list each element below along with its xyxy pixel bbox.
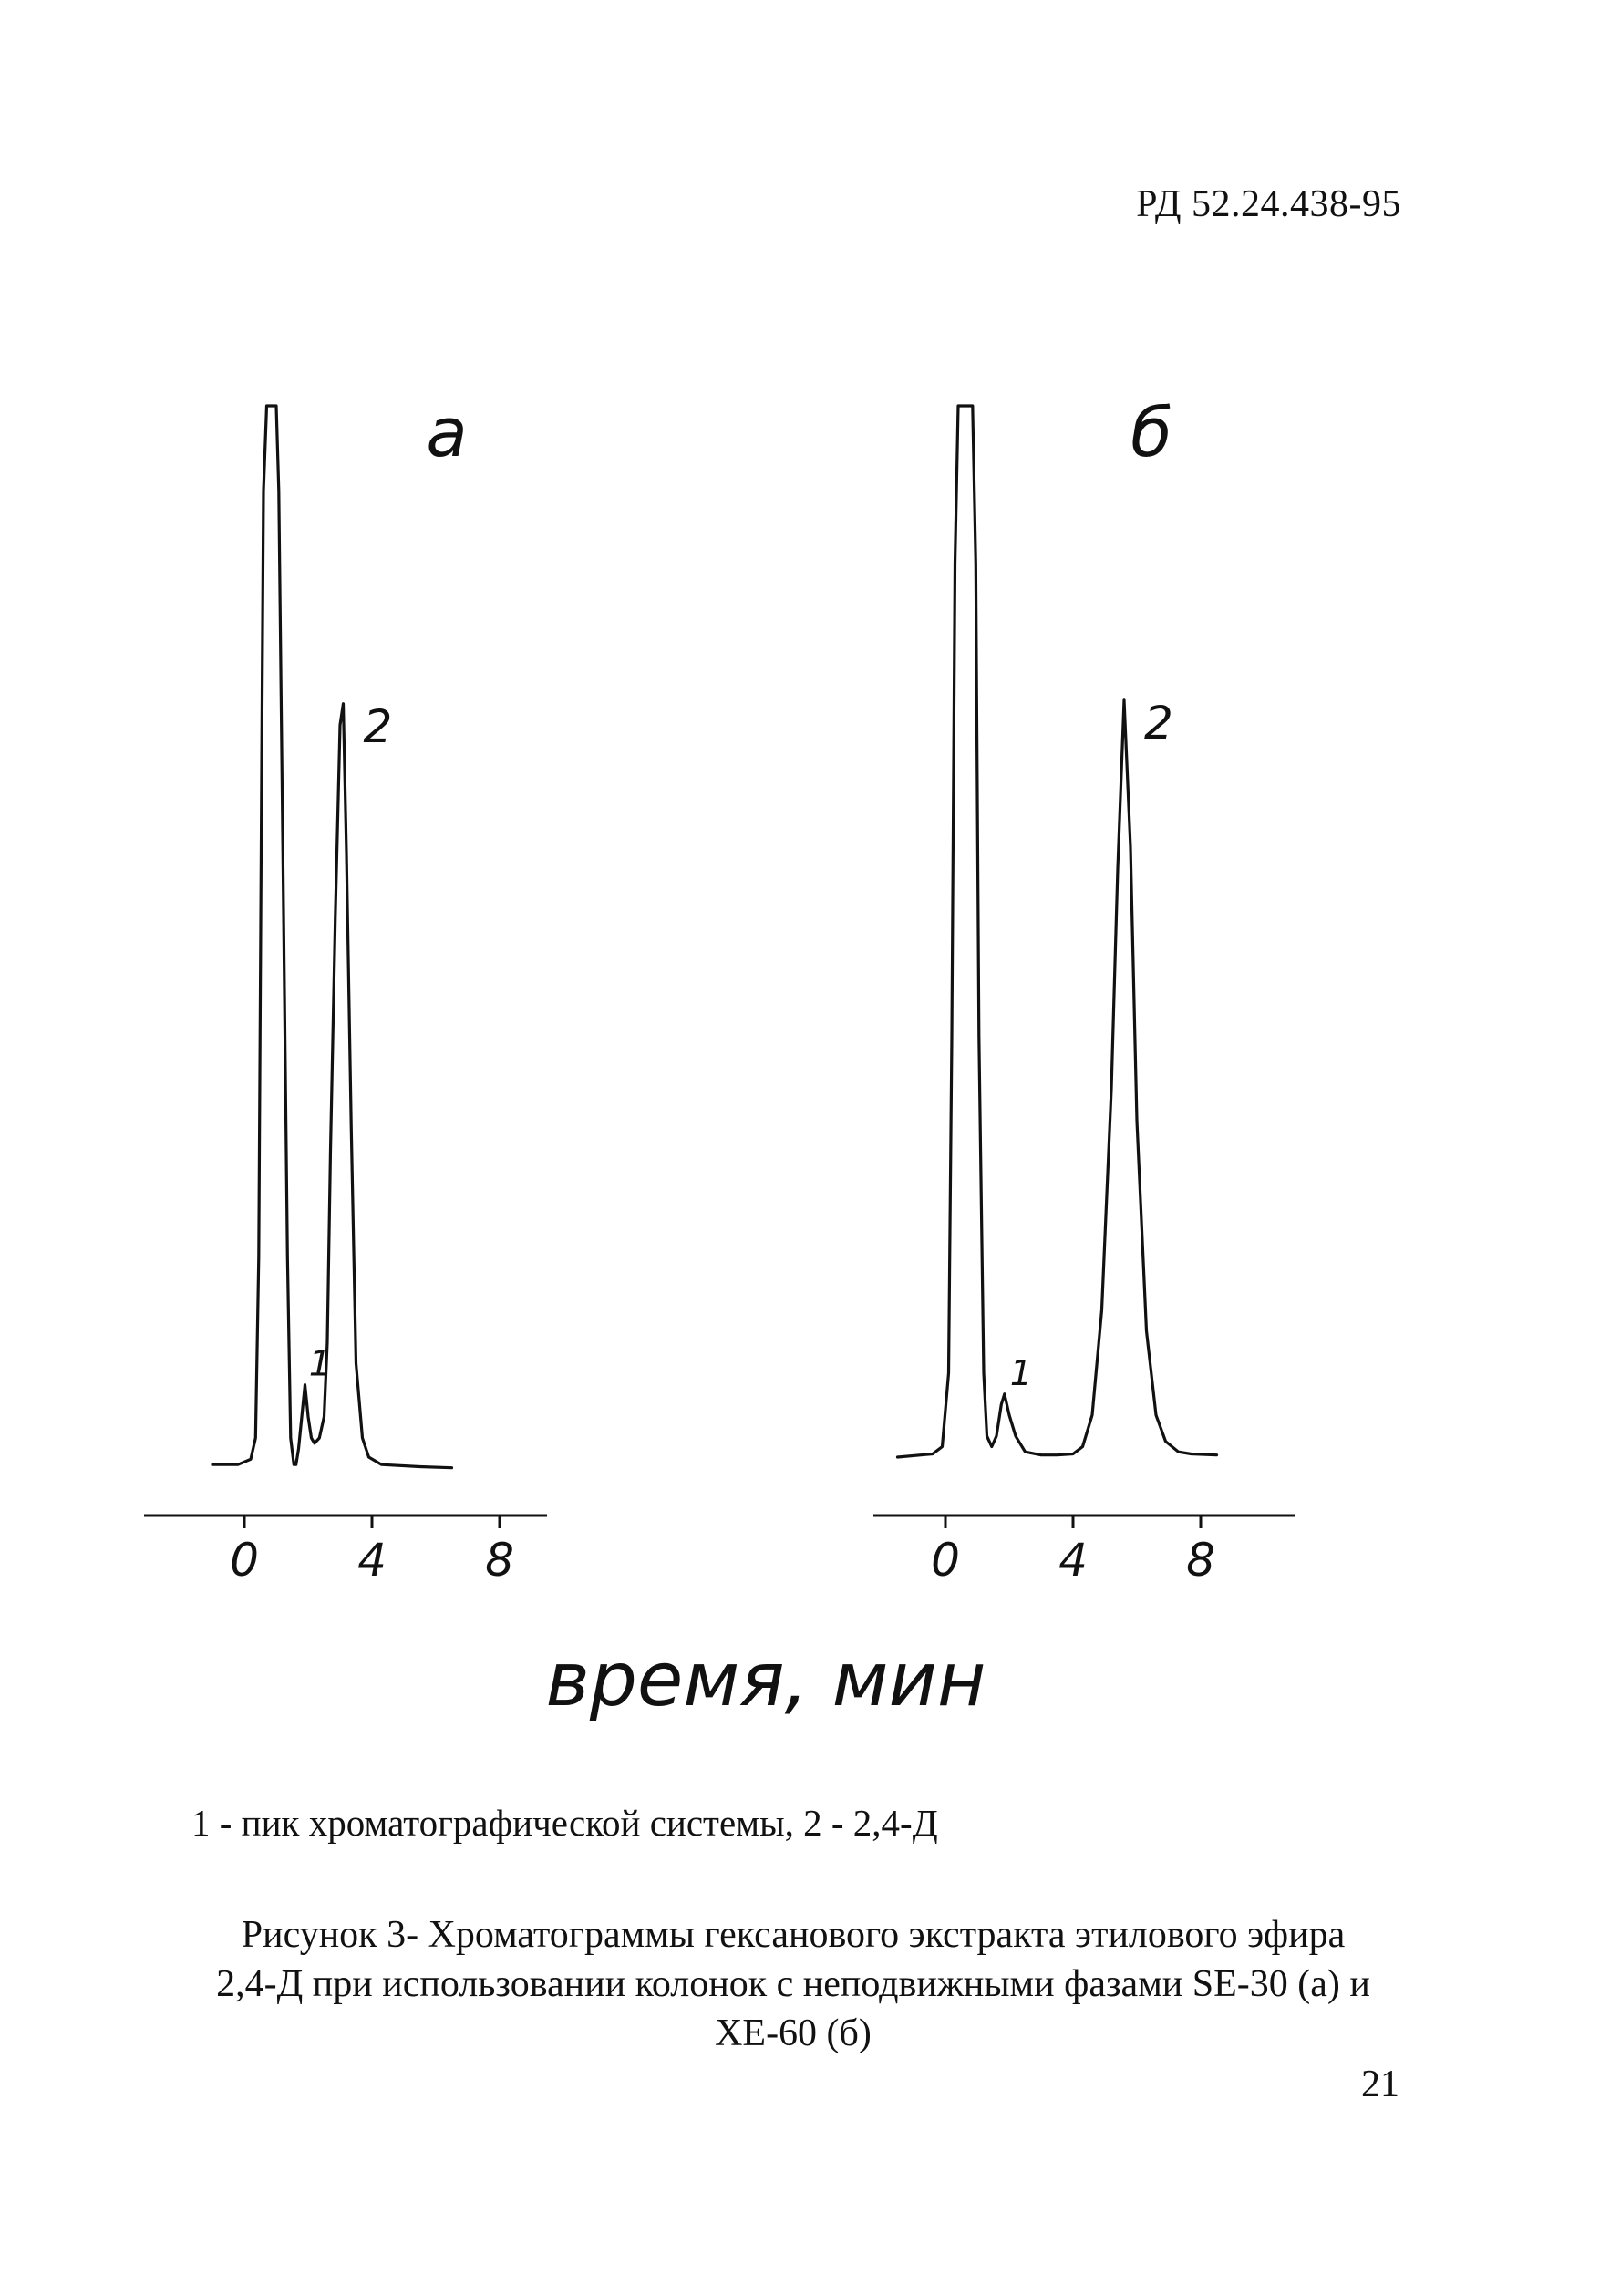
- x-axis-title: время, мин: [545, 1637, 986, 1723]
- peak-label: 1: [1009, 1352, 1032, 1393]
- x-tick-label: 4: [1058, 1534, 1088, 1587]
- figure-caption: [82, 1910, 1504, 2058]
- peak-label: 1: [308, 1343, 331, 1384]
- peak-label: 2: [363, 699, 393, 753]
- peak-label: 2: [1144, 696, 1173, 750]
- panel-label: а: [426, 394, 468, 472]
- chromatogram-trace: [898, 406, 1217, 1457]
- x-tick-label: 8: [485, 1534, 514, 1587]
- x-tick-label: 4: [357, 1534, 387, 1587]
- panel-label: б: [1130, 394, 1172, 472]
- chromatogram-panel-b: [873, 394, 1295, 1587]
- caption-line: Рисунок 3- Хроматограммы гексанового экстракта этилового эфира: [241, 1914, 1346, 1956]
- chromatogram-panel-a: [144, 394, 547, 1587]
- peak-legend: 1 - пик хроматографической системы, 2 - 2,4-Д: [191, 1802, 938, 1844]
- x-tick-label: 8: [1186, 1534, 1215, 1587]
- caption-line: 2,4-Д при использовании колонок с неподвижными фазами SE-30 (а) и: [216, 1963, 1370, 2005]
- x-tick-label: 0: [230, 1534, 259, 1587]
- page-number: 21: [1361, 2063, 1399, 2105]
- caption-line: XE-60 (б): [715, 2012, 872, 2054]
- x-tick-label: 0: [931, 1534, 960, 1587]
- chromatogram-trace: [212, 406, 452, 1468]
- document-code: РД 52.24.438-95: [1136, 183, 1401, 225]
